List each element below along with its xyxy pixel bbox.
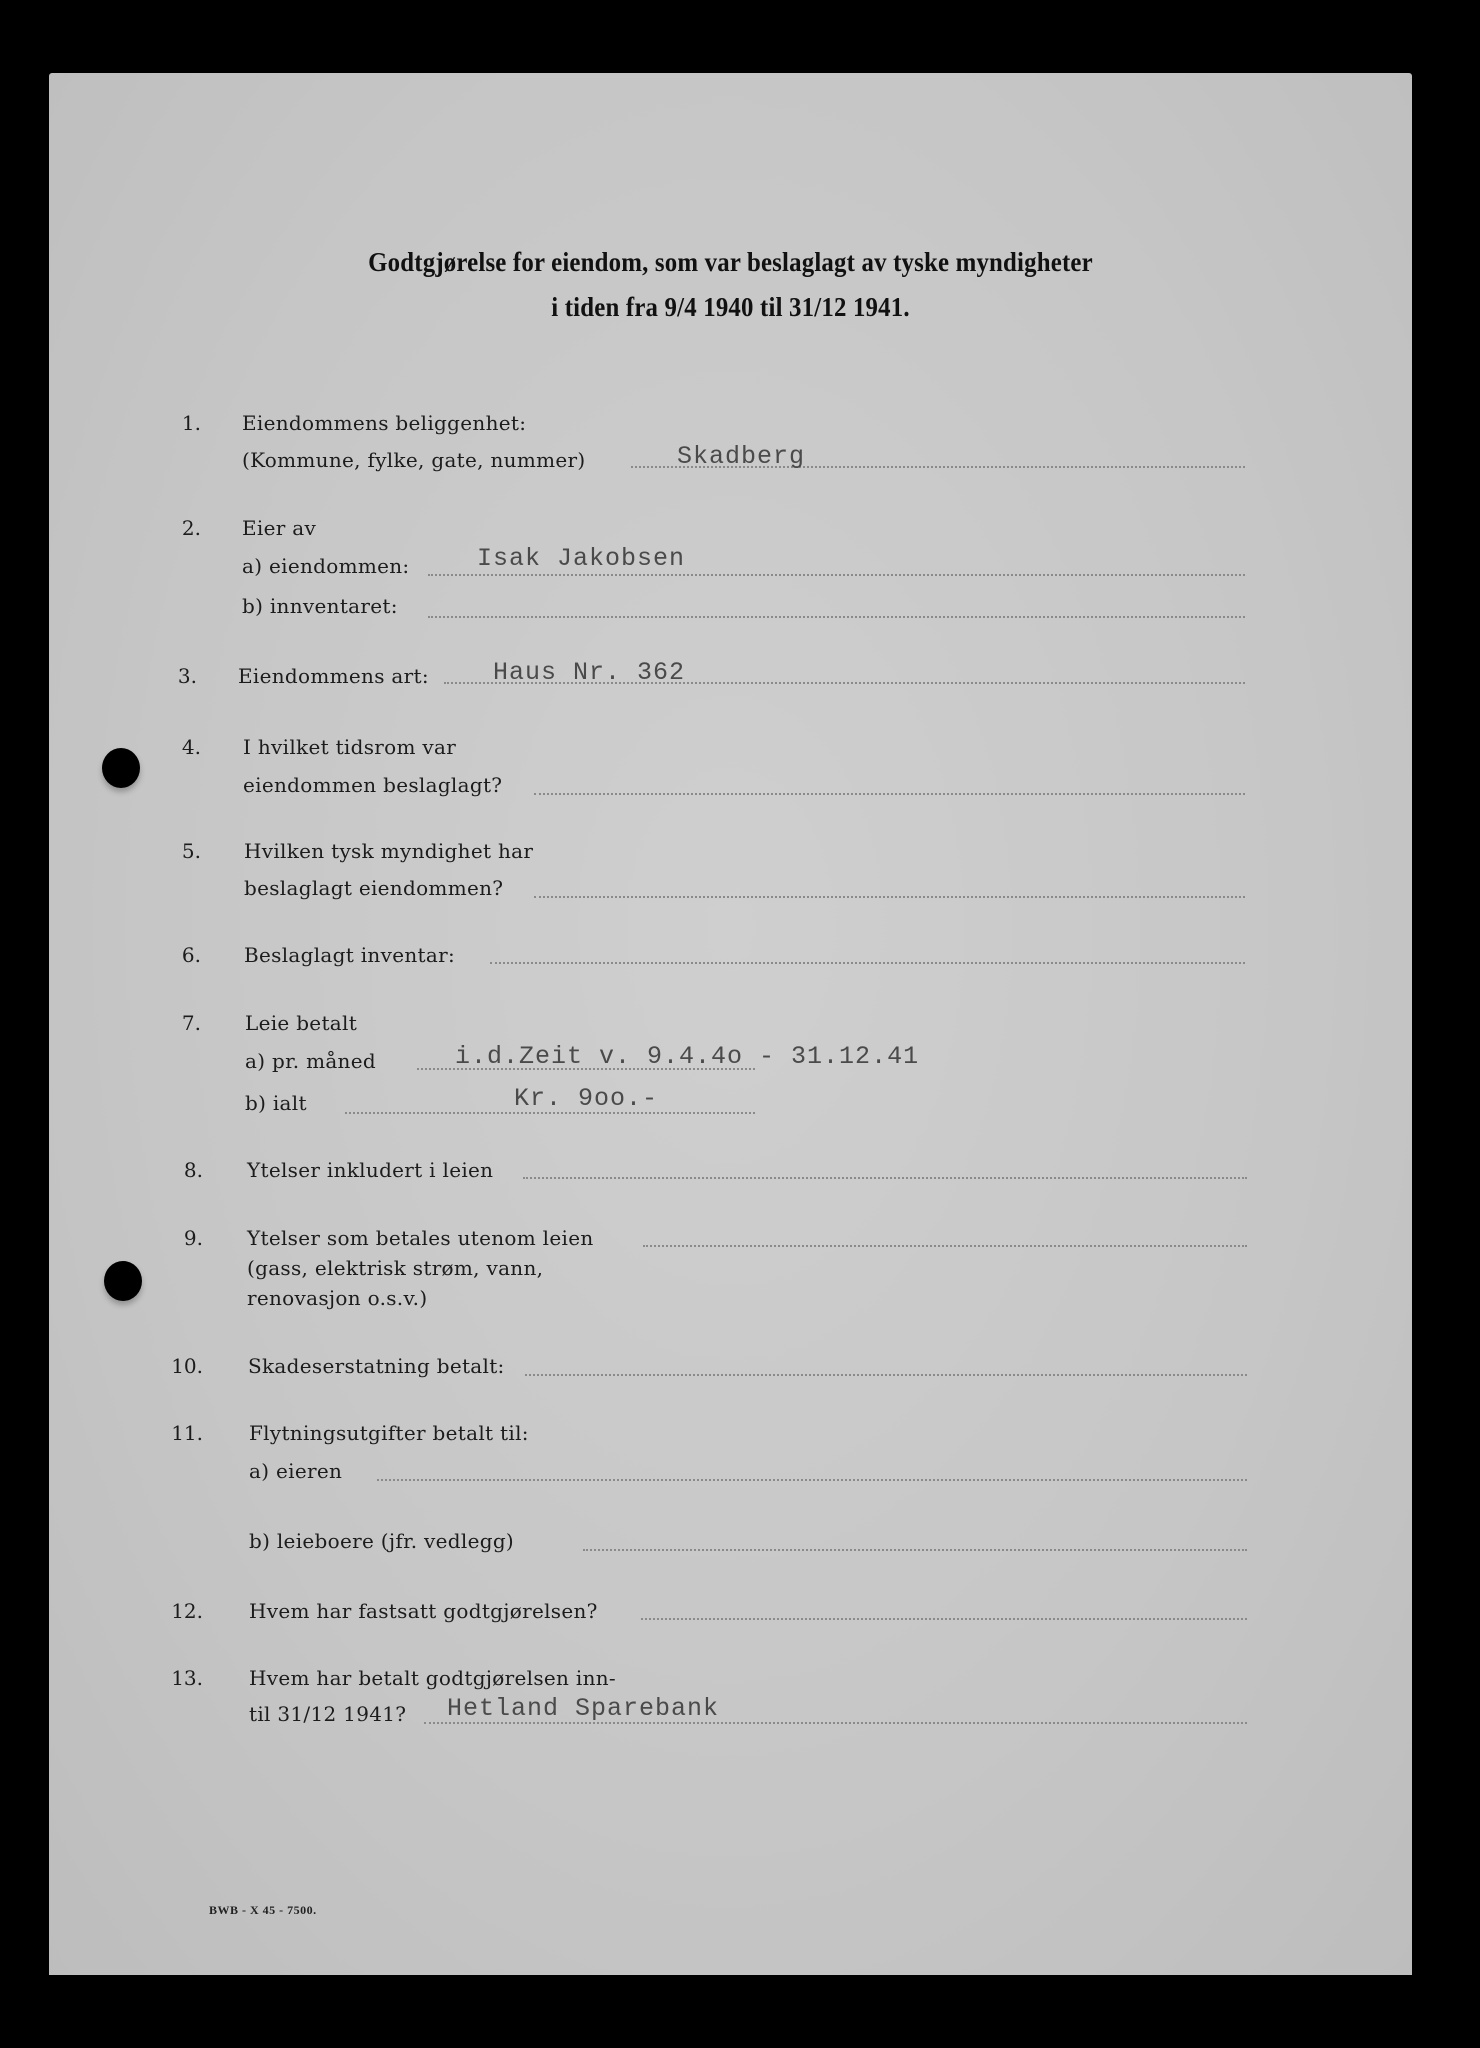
item-2b-label: b) innventaret: — [242, 594, 398, 618]
item-12-number: 12. — [171, 1599, 203, 1623]
item-5-answer-line[interactable] — [534, 896, 1245, 898]
item-7-label: Leie betalt — [245, 1011, 358, 1035]
item-10-answer-line[interactable] — [525, 1374, 1247, 1376]
form-title-line1: Godtgjørelse for eiendom, som var beslaglagt av tyske myndigheter — [368, 247, 1093, 277]
item-7-number: 7. — [181, 1011, 201, 1035]
item-7b-label: b) ialt — [245, 1091, 307, 1115]
punch-hole-bottom — [104, 1261, 142, 1301]
item-6-number: 6. — [181, 943, 201, 967]
item-1-sublabel: (Kommune, fylke, gate, nummer) — [242, 448, 586, 472]
item-9-number: 9. — [183, 1226, 203, 1250]
item-7b-answer[interactable]: Kr. 9oo.- — [514, 1084, 659, 1113]
item-1-answer[interactable]: Skadberg — [677, 442, 806, 471]
item-12-answer-line[interactable] — [641, 1618, 1247, 1620]
item-2b-answer-line[interactable] — [428, 616, 1245, 618]
item-11b-answer-line[interactable] — [583, 1549, 1247, 1551]
item-2-number: 2. — [181, 516, 201, 540]
item-8-answer-line[interactable] — [523, 1177, 1247, 1179]
item-2-label: Eier av — [242, 516, 317, 540]
item-10-label: Skadeserstatning betalt: — [248, 1354, 505, 1378]
item-3-label: Eiendommens art: — [238, 664, 429, 688]
item-8-number: 8. — [183, 1158, 203, 1182]
item-3-number: 3. — [177, 664, 197, 688]
item-2a-label: a) eiendommen: — [242, 554, 410, 578]
item-4-sublabel: eiendommen beslaglagt? — [243, 773, 503, 797]
item-7a-answer[interactable]: i.d.Zeit v. 9.4.4o - 31.12.41 — [455, 1042, 920, 1071]
print-code: BWB - X 45 - 7500. — [209, 1903, 317, 1917]
form-title-line2: i tiden fra 9/4 1940 til 31/12 1941. — [551, 292, 910, 322]
item-1-label: Eiendommens beliggenhet: — [242, 411, 527, 435]
item-7a-label: a) pr. måned — [245, 1049, 376, 1073]
item-10-number: 10. — [171, 1354, 203, 1378]
item-13-sublabel: til 31/12 1941? — [249, 1702, 407, 1726]
item-8-label: Ytelser inkludert i leien — [247, 1158, 494, 1182]
item-2a-answer-line[interactable] — [428, 574, 1245, 576]
punch-hole-top — [102, 748, 140, 788]
item-4-answer-line[interactable] — [534, 793, 1245, 795]
item-5-sublabel: beslaglagt eiendommen? — [244, 876, 504, 900]
item-11-number: 11. — [171, 1421, 203, 1445]
item-9-sublabel-2: renovasjon o.s.v.) — [247, 1286, 428, 1310]
form-page — [49, 73, 1412, 1975]
item-13-answer[interactable]: Hetland Sparebank — [447, 1694, 720, 1723]
item-11a-answer-line[interactable] — [377, 1479, 1247, 1481]
item-2a-answer[interactable]: Isak Jakobsen — [477, 544, 686, 573]
item-9-sublabel-1: (gass, elektrisk strøm, vann, — [247, 1256, 544, 1280]
item-9-answer-line[interactable] — [643, 1245, 1247, 1247]
item-9-label: Ytelser som betales utenom leien — [247, 1226, 594, 1250]
item-12-label: Hvem har fastsatt godtgjørelsen? — [249, 1599, 598, 1623]
item-4-number: 4. — [181, 735, 201, 759]
item-6-answer-line[interactable] — [490, 962, 1245, 964]
item-6-label: Beslaglagt inventar: — [244, 943, 455, 967]
item-3-answer[interactable]: Haus Nr. 362 — [493, 658, 686, 687]
item-11-label: Flytningsutgifter betalt til: — [249, 1421, 529, 1445]
item-4-label: I hvilket tidsrom var — [243, 735, 457, 759]
item-11a-label: a) eieren — [249, 1459, 343, 1483]
item-1-number: 1. — [181, 411, 201, 435]
item-5-number: 5. — [181, 839, 201, 863]
item-5-label: Hvilken tysk myndighet har — [244, 839, 534, 863]
item-13-number: 13. — [171, 1666, 203, 1690]
item-13-label: Hvem har betalt godtgjørelsen inn- — [249, 1666, 616, 1690]
item-11b-label: b) leieboere (jfr. vedlegg) — [249, 1529, 515, 1553]
